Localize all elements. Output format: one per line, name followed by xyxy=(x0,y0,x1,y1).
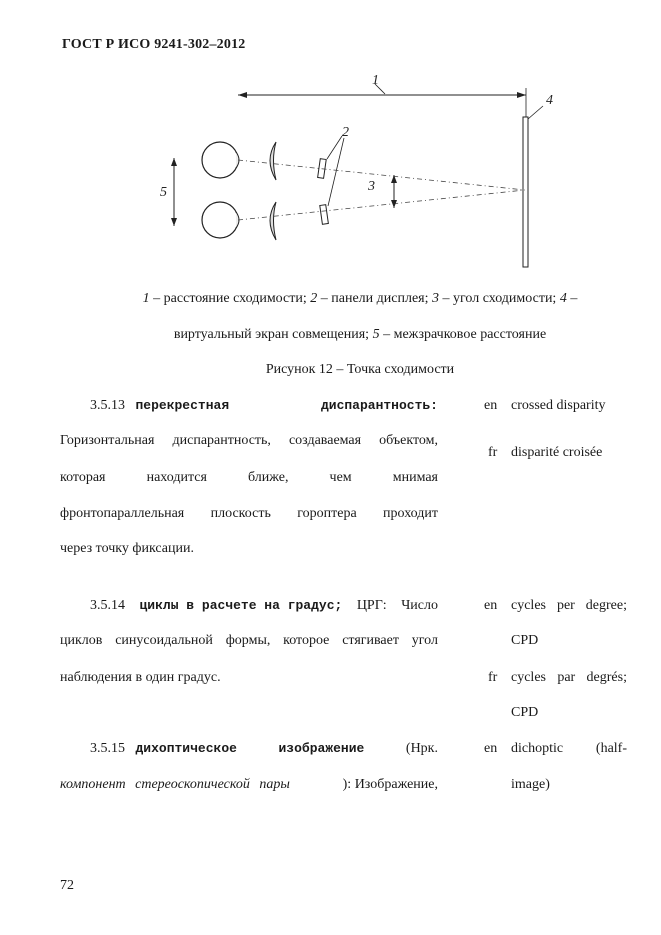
term-3515-line-1: компонент стереоскопической пары ): Изображение, xyxy=(60,777,438,792)
figure-legend-line-1: 1 – расстояние сходимости; 2 – панели дисплея; 3 – угол сходимости; 4 – xyxy=(142,291,578,306)
term-3515-heading: 3.5.15 дихоптическое изображение (Нрк. xyxy=(90,741,438,756)
term-3514-line-2: наблюдения в один градус. xyxy=(60,670,221,685)
virtual-screen xyxy=(523,117,528,267)
equivalent-fr: cycles par degrés; xyxy=(511,670,627,685)
term-3514-line-1: циклов синусоидальной формы, которое стягивает угол xyxy=(60,633,438,648)
label-5: 5 xyxy=(160,185,167,200)
term-3513-line-3: фронтопараллельная плоскость гороптера проходит xyxy=(60,506,438,521)
equivalent-en: cycles per degree; xyxy=(511,598,627,613)
term-3513-line-1: Горизонтальная диспарантность, создаваемая объектом, xyxy=(60,433,438,448)
arrowhead-right xyxy=(517,92,526,98)
eye-top xyxy=(202,142,238,178)
document-header: ГОСТ Р ИСО 9241-302–2012 xyxy=(62,37,246,52)
label-1: 1 xyxy=(372,73,379,88)
lang-tag-en: en xyxy=(484,741,498,756)
lens-bottom xyxy=(270,202,276,240)
lang-tag-en: en xyxy=(484,398,498,413)
convergence-figure xyxy=(150,62,553,272)
equivalent-en: crossed disparity xyxy=(511,398,606,413)
lang-tag-en: en xyxy=(484,598,498,613)
label-3: 3 xyxy=(368,179,375,194)
term-3513-line-2: которая находится ближе, чем мнимая xyxy=(60,470,438,485)
term-3513-heading: 3.5.13 перекрестная диспарантность: xyxy=(90,398,438,413)
lang-tag-fr: fr xyxy=(488,445,498,460)
figure-legend-line-2: виртуальный экран совмещения; 5 – межзрачковое расстояние xyxy=(173,327,547,342)
page-number: 72 xyxy=(60,878,74,893)
figure-caption: Рисунок 12 – Точка сходимости xyxy=(265,362,455,377)
lens-top xyxy=(270,142,276,180)
equivalent-fr: disparité croisée xyxy=(511,445,603,460)
display-panel-bottom xyxy=(320,205,329,225)
term-3513-line-4: через точку фиксации. xyxy=(60,541,194,556)
lang-tag-fr: fr xyxy=(488,670,498,685)
eye-bottom xyxy=(202,202,238,238)
equivalent-en-abbr: CPD xyxy=(511,633,539,648)
equivalent-en-cont: image) xyxy=(511,777,550,792)
term-3514-heading: 3.5.14 циклы в расчете на градус; ЦРГ: Число xyxy=(90,598,438,613)
label-4: 4 xyxy=(546,93,553,108)
equivalent-fr-abbr: CPD xyxy=(511,705,539,720)
arrowhead-left xyxy=(238,92,247,98)
label-2: 2 xyxy=(342,125,349,140)
equivalent-en: dichoptic (half- xyxy=(511,741,627,756)
